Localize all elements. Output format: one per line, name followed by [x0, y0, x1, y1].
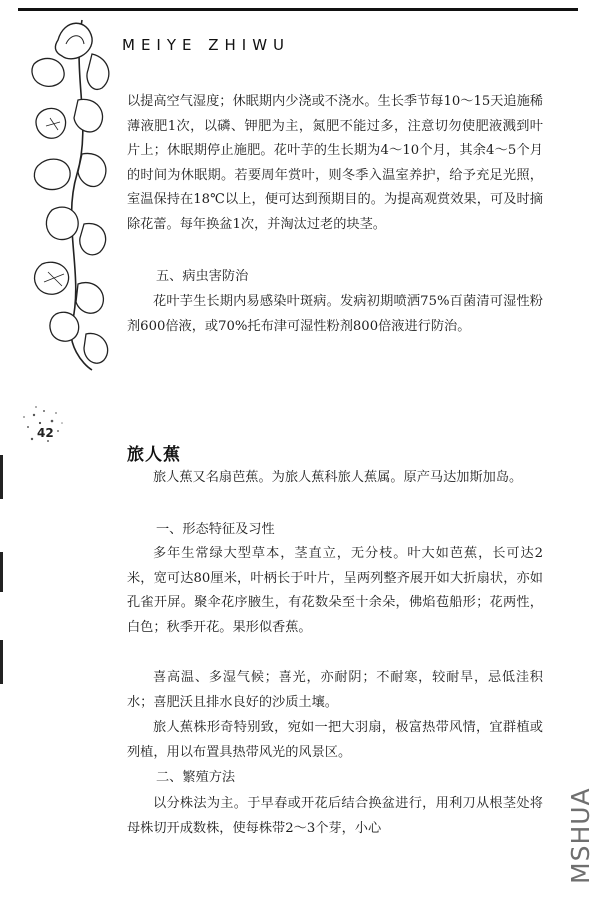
section-heading-morphology: 一、形态特征及习性 [156, 522, 275, 537]
paragraph-habit: 喜高温、多湿气候；喜光，亦耐阴；不耐寒，较耐旱，忌低洼积水；喜肥沃且排水良好的沙质土壤。 [127, 670, 543, 710]
article-title: 旅人蕉 [127, 445, 181, 465]
top-rule [18, 8, 578, 11]
section-heading-pest-control: 五、病虫害防治 [156, 269, 249, 284]
paragraph-pest-control: 花叶芋生长期内易感染叶斑病。发病初期喷洒75%百菌清可湿性粉剂600倍液，或70%托布津可湿性粉剂800倍液进行防治。 [127, 294, 543, 334]
paragraph-propagation: 以分株法为主。于早春或开花后结合换盆进行，用利刀从根茎处将母株切开成数株，使每株带2～3个芽，小心 [127, 796, 543, 836]
paragraph-care: 以提高空气湿度；休眠期内少浇或不浇水。生长季节每10～15天追施稀薄液肥1次，以磷、钾肥为主，氮肥不能过多，注意切勿使肥液溅到叶片上；休眠期停止施肥。花叶芋的生长期为4～10个月，其余4～5个月的时间为休眠期。若要周年赏叶，则冬季入温室养护，给予充足光照，室温保持在18℃以上，便可达到预期目的。为提高观赏效果，可及时摘除花蕾。每年换盆1次，并淘汰过老的块茎。 [127, 94, 543, 232]
section-heading-propagation: 二、繁殖方法 [156, 770, 236, 785]
paragraph-intro: 旅人蕉又名扇芭蕉。为旅人蕉科旅人蕉属。原产马达加斯加岛。 [153, 470, 523, 485]
left-edge-mark [0, 552, 3, 592]
paragraph-morphology: 多年生常绿大型草本，茎直立，无分枝。叶大如芭蕉，长可达2米，宽可达80厘米，叶柄长于叶片，呈两列整齐展开如大折扇状，亦如孔雀开屏。聚伞花序腋生，有花数朵至十余朵，佛焰苞船形；花两性，白色；秋季开花。果形似香蕉。 [127, 546, 543, 635]
left-edge-mark [0, 455, 3, 499]
floral-vine-illustration [22, 14, 118, 374]
paragraph-landscape-use: 旅人蕉株形奇特别致，宛如一把大羽扇，极富热带风情，宜群植或列植，用以布置具热带风光的风景区。 [127, 720, 543, 760]
running-header: MEIYE ZHIWU [122, 36, 291, 54]
page-number-ornament [14, 395, 74, 455]
left-edge-mark [0, 640, 3, 684]
watermark-text: MSHUA [566, 787, 595, 885]
page-number: 42 [37, 426, 54, 440]
